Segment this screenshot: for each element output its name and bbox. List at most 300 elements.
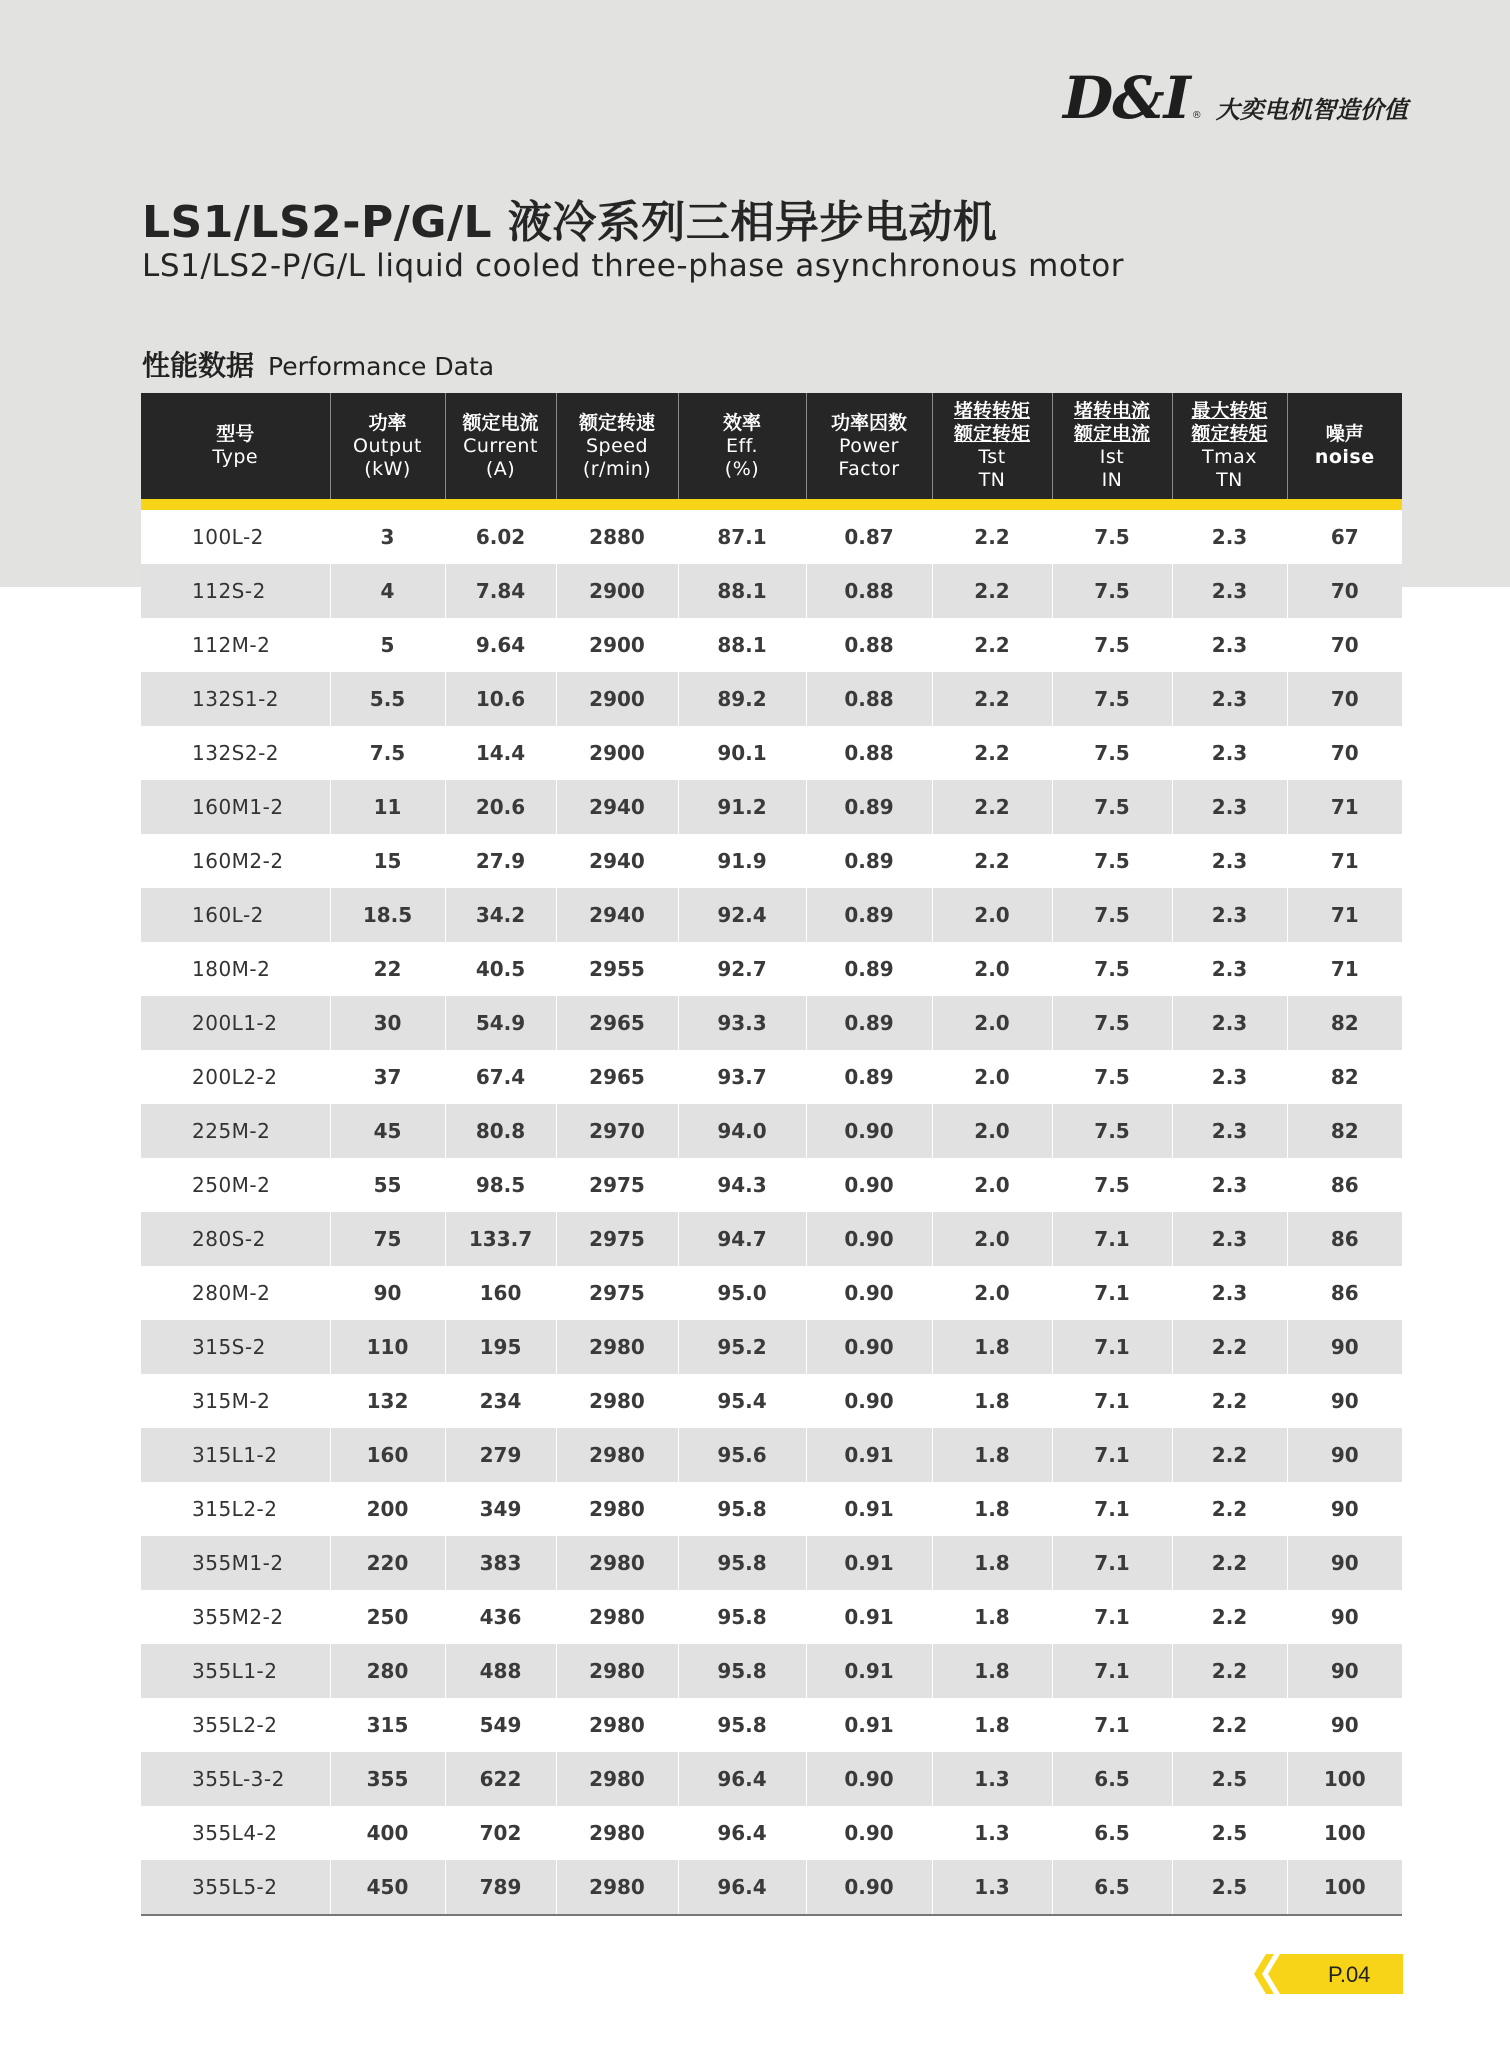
column-header [932,393,1052,499]
table-row [141,726,1402,780]
table-cell: 3 [330,510,445,564]
table-cell: 10.6 [445,672,556,726]
table-cell: 71 [1287,834,1402,888]
model-type-cell: 355L2-2 [141,1698,330,1752]
table-cell: 2.3 [1172,942,1287,996]
table-cell: 100 [1287,1752,1402,1806]
table-cell: 1.3 [932,1752,1052,1806]
table-cell: 2940 [556,834,678,888]
table-cell: 90 [1287,1482,1402,1536]
table-cell: 2.3 [1172,618,1287,672]
table-cell: 7.5 [1052,780,1172,834]
table-cell: 0.89 [806,942,932,996]
table-cell: 1.8 [932,1698,1052,1752]
table-cell: 14.4 [445,726,556,780]
model-type-cell: 355L5-2 [141,1860,330,1914]
table-cell: 90.1 [678,726,806,780]
column-header-cn: 额定电流 [1073,423,1150,445]
section-heading-en: Performance Data [268,352,495,381]
column-header-en: TN [978,469,1006,491]
column-header-en: Tmax [1201,446,1257,468]
table-cell: 280 [330,1644,445,1698]
table-cell: 7.5 [1052,834,1172,888]
table-cell: 132 [330,1374,445,1428]
table-cell: 2.3 [1172,1104,1287,1158]
table-cell: 195 [445,1320,556,1374]
table-cell: 7.1 [1052,1374,1172,1428]
table-cell: 86 [1287,1266,1402,1320]
table-cell: 5 [330,618,445,672]
table-cell: 20.6 [445,780,556,834]
table-cell: 6.5 [1052,1860,1172,1914]
table-cell: 95.8 [678,1482,806,1536]
table-cell: 2900 [556,672,678,726]
table-cell: 96.4 [678,1860,806,1914]
table-row [141,1374,1402,1428]
table-cell: 2.3 [1172,1212,1287,1266]
table-cell: 91.9 [678,834,806,888]
table-cell: 70 [1287,564,1402,618]
table-cell: 2.0 [932,1050,1052,1104]
column-header-en: (r/min) [582,457,652,480]
table-cell: 0.88 [806,564,932,618]
table-cell: 622 [445,1752,556,1806]
table-cell: 2.3 [1172,996,1287,1050]
model-type-cell: 315M-2 [141,1374,330,1428]
table-cell: 2.2 [1172,1536,1287,1590]
table-cell: 7.1 [1052,1644,1172,1698]
table-cell: 34.2 [445,888,556,942]
table-cell: 2975 [556,1266,678,1320]
table-row [141,672,1402,726]
table-row [141,1212,1402,1266]
section-heading [142,344,494,384]
table-cell: 2940 [556,780,678,834]
table-cell: 2980 [556,1860,678,1914]
table-cell: 40.5 [445,942,556,996]
table-cell: 95.2 [678,1320,806,1374]
table-cell: 94.7 [678,1212,806,1266]
table-cell: 0.91 [806,1428,932,1482]
table-cell: 1.8 [932,1644,1052,1698]
table-cell: 7.5 [1052,888,1172,942]
table-cell: 0.90 [806,1212,932,1266]
table-cell: 0.91 [806,1482,932,1536]
table-cell: 1.3 [932,1860,1052,1914]
column-header-en: Eff. [725,434,759,457]
table-cell: 92.7 [678,942,806,996]
table-cell: 82 [1287,1104,1402,1158]
table-cell: 0.90 [806,1158,932,1212]
model-type-cell: 280S-2 [141,1212,330,1266]
table-row [141,1482,1402,1536]
page-number: P.04 [1328,1962,1371,1987]
table-cell: 2900 [556,726,678,780]
table-cell: 0.90 [806,1104,932,1158]
table-cell: 488 [445,1644,556,1698]
model-type-cell: 132S2-2 [141,726,330,780]
table-cell: 2.3 [1172,888,1287,942]
table-cell: 71 [1287,888,1402,942]
table-cell: 71 [1287,780,1402,834]
table-row [141,996,1402,1050]
table-cell: 0.90 [806,1374,932,1428]
table-cell: 2900 [556,618,678,672]
table-cell: 2.3 [1172,834,1287,888]
table-cell: 220 [330,1536,445,1590]
table-cell: 2.3 [1172,510,1287,564]
table-cell: 2.2 [1172,1374,1287,1428]
table-cell: 22 [330,942,445,996]
column-header [678,393,806,499]
column-header-en: Current [463,434,538,457]
table-row [141,1590,1402,1644]
table-cell: 2980 [556,1428,678,1482]
table-cell: 0.90 [806,1752,932,1806]
table-cell: 2.2 [932,672,1052,726]
model-type-cell: 160M1-2 [141,780,330,834]
table-cell: 250 [330,1590,445,1644]
table-cell: 2980 [556,1644,678,1698]
table-cell: 11 [330,780,445,834]
table-row [141,1320,1402,1374]
table-cell: 90 [1287,1698,1402,1752]
column-header [1172,393,1287,499]
table-cell: 80.8 [445,1104,556,1158]
table-row [141,618,1402,672]
table-cell: 279 [445,1428,556,1482]
table-cell: 7.5 [1052,726,1172,780]
table-cell: 89.2 [678,672,806,726]
accent-divider [141,499,1402,510]
brand-logo [1063,64,1408,134]
table-bottom-rule [141,1914,1402,1916]
table-cell: 90 [1287,1536,1402,1590]
table-cell: 100 [1287,1860,1402,1914]
table-cell: 96.4 [678,1806,806,1860]
table-cell: 2.2 [1172,1590,1287,1644]
table-cell: 2.3 [1172,1050,1287,1104]
table-cell: 2.3 [1172,1158,1287,1212]
model-type-cell: 112S-2 [141,564,330,618]
column-header [806,393,932,499]
table-cell: 91.2 [678,780,806,834]
table-cell: 110 [330,1320,445,1374]
table-cell: 2.0 [932,1104,1052,1158]
model-type-cell: 132S1-2 [141,672,330,726]
column-header [1287,393,1402,499]
table-cell: 7.5 [1052,618,1172,672]
table-cell: 7.5 [1052,564,1172,618]
model-type-cell: 315L1-2 [141,1428,330,1482]
table-cell: 234 [445,1374,556,1428]
table-cell: 1.3 [932,1806,1052,1860]
section-heading-cn: 性能数据 [142,349,255,382]
table-cell: 90 [1287,1374,1402,1428]
table-cell: 96.4 [678,1752,806,1806]
column-header [1052,393,1172,499]
table-cell: 98.5 [445,1158,556,1212]
table-cell: 7.5 [1052,672,1172,726]
table-cell: 2.0 [932,996,1052,1050]
table-cell: 2.5 [1172,1752,1287,1806]
table-cell: 0.91 [806,1536,932,1590]
table-cell: 1.8 [932,1590,1052,1644]
table-cell: 1.8 [932,1320,1052,1374]
yellow-accent-bar [141,499,1402,510]
logo-slogan: 大奕电机智造价值 [1215,95,1408,124]
table-row [141,780,1402,834]
table-cell: 450 [330,1860,445,1914]
table-cell: 2.0 [932,888,1052,942]
table-cell: 2980 [556,1590,678,1644]
table-cell: 355 [330,1752,445,1806]
table-cell: 94.3 [678,1158,806,1212]
table-cell: 2.5 [1172,1860,1287,1914]
table-cell: 0.90 [806,1266,932,1320]
model-type-cell: 160L-2 [141,888,330,942]
table-row [141,510,1402,564]
table-cell: 0.89 [806,888,932,942]
column-header-cn: 型号 [216,423,255,445]
table-body [141,510,1402,1914]
table-cell: 37 [330,1050,445,1104]
column-header-cn: 噪声 [1325,423,1364,445]
column-header [556,393,678,499]
table-cell: 2.3 [1172,564,1287,618]
table-cell: 0.90 [806,1860,932,1914]
table-cell: 45 [330,1104,445,1158]
table-cell: 2.2 [1172,1482,1287,1536]
table-cell: 88.1 [678,564,806,618]
column-header-en: TN [1216,469,1243,491]
table-cell: 383 [445,1536,556,1590]
table-cell: 549 [445,1698,556,1752]
table-cell: 1.8 [932,1428,1052,1482]
model-type-cell: 112M-2 [141,618,330,672]
model-type-cell: 355L1-2 [141,1644,330,1698]
table-cell: 2980 [556,1698,678,1752]
table-cell: 2.0 [932,942,1052,996]
table-cell: 7.1 [1052,1482,1172,1536]
column-header-en: Ist [1099,446,1125,468]
model-type-cell: 315S-2 [141,1320,330,1374]
table-row [141,1266,1402,1320]
table-cell: 2980 [556,1806,678,1860]
column-header-en: noise [1314,446,1375,468]
page-number-tab [1252,1954,1403,1994]
table-cell: 54.9 [445,996,556,1050]
table-cell: 6.5 [1052,1806,1172,1860]
column-header [445,393,556,499]
table-cell: 2.2 [932,726,1052,780]
table-cell: 315 [330,1698,445,1752]
table-cell: 2940 [556,888,678,942]
table-cell: 2900 [556,564,678,618]
table-cell: 2.2 [932,564,1052,618]
column-header-en: Power [839,434,899,457]
table-cell: 2.0 [932,1266,1052,1320]
table-cell: 93.3 [678,996,806,1050]
table-row [141,1050,1402,1104]
page-subtitle: LS1/LS2-P/G/L liquid cooled three-phase asynchronous motor [142,248,1125,284]
column-header-en: Output [353,434,422,457]
table-cell: 789 [445,1860,556,1914]
column-header-cn: 最大转矩 [1191,400,1268,422]
table-cell: 93.7 [678,1050,806,1104]
table-cell: 0.87 [806,510,932,564]
model-type-cell: 355L4-2 [141,1806,330,1860]
table-cell: 70 [1287,726,1402,780]
table-cell: 0.88 [806,618,932,672]
table-cell: 82 [1287,996,1402,1050]
column-header [330,393,445,499]
table-cell: 2975 [556,1158,678,1212]
model-type-cell: 355M1-2 [141,1536,330,1590]
model-type-cell: 315L2-2 [141,1482,330,1536]
table-row [141,1104,1402,1158]
table-cell: 95.0 [678,1266,806,1320]
table-cell: 7.5 [1052,1158,1172,1212]
table-row [141,1536,1402,1590]
registered-mark: ® [1191,110,1202,121]
table-cell: 2980 [556,1752,678,1806]
table-cell: 95.6 [678,1428,806,1482]
table-cell: 4 [330,564,445,618]
table-cell: 0.89 [806,996,932,1050]
table-row [141,942,1402,996]
table-cell: 0.91 [806,1590,932,1644]
table-cell: 2980 [556,1536,678,1590]
table-cell: 95.4 [678,1374,806,1428]
table-cell: 95.8 [678,1644,806,1698]
table-cell: 7.1 [1052,1320,1172,1374]
table-cell: 2.2 [1172,1428,1287,1482]
column-header-en: Factor [838,457,900,480]
table-cell: 90 [1287,1590,1402,1644]
header-row [141,393,1402,499]
table-cell: 71 [1287,942,1402,996]
table-cell: 86 [1287,1212,1402,1266]
table-cell: 7.5 [1052,1104,1172,1158]
table-cell: 2.5 [1172,1806,1287,1860]
table-cell: 2980 [556,1482,678,1536]
table-cell: 90 [1287,1644,1402,1698]
table-row [141,1158,1402,1212]
column-header-cn: 堵转电流 [1073,400,1150,422]
table-cell: 67.4 [445,1050,556,1104]
table-cell: 90 [1287,1320,1402,1374]
table-cell: 7.1 [1052,1266,1172,1320]
table-cell: 0.90 [806,1806,932,1860]
column-header-en: (A) [485,457,516,480]
table-cell: 7.5 [1052,1050,1172,1104]
table-cell: 7.1 [1052,1698,1172,1752]
table-row [141,834,1402,888]
table-cell: 2965 [556,1050,678,1104]
table-cell: 7.1 [1052,1536,1172,1590]
table-cell: 2.3 [1172,672,1287,726]
table-cell: 349 [445,1482,556,1536]
column-header-en: IN [1101,469,1123,491]
column-header-cn: 额定电流 [462,411,539,434]
table-row [141,564,1402,618]
table-header [141,393,1402,499]
column-header-cn: 功率 [368,411,407,434]
table-cell: 2.2 [932,780,1052,834]
page-title: LS1/LS2-P/G/L 液冷系列三相异步电动机 [142,197,998,248]
table-cell: 1.8 [932,1536,1052,1590]
table-cell: 70 [1287,672,1402,726]
table-cell: 7.5 [1052,942,1172,996]
column-header-cn: 效率 [722,411,761,434]
table-cell: 7.5 [1052,510,1172,564]
table-cell: 2.3 [1172,1266,1287,1320]
column-header-cn: 堵转转矩 [953,400,1030,422]
table-row [141,1860,1402,1914]
table-cell: 0.91 [806,1698,932,1752]
column-header-en: Type [212,446,259,468]
table-cell: 0.88 [806,672,932,726]
table-cell: 2.2 [932,618,1052,672]
table-row [141,1806,1402,1860]
table-row [141,1752,1402,1806]
table-cell: 160 [330,1428,445,1482]
table-cell: 6.5 [1052,1752,1172,1806]
model-type-cell: 355L-3-2 [141,1752,330,1806]
table-cell: 88.1 [678,618,806,672]
table-cell: 2980 [556,1374,678,1428]
table-cell: 1.8 [932,1374,1052,1428]
table-cell: 2980 [556,1320,678,1374]
table-cell: 200 [330,1482,445,1536]
table-cell: 67 [1287,510,1402,564]
table-cell: 30 [330,996,445,1050]
table-cell: 400 [330,1806,445,1860]
table-cell: 1.8 [932,1482,1052,1536]
table-cell: 0.91 [806,1644,932,1698]
table-row [141,1428,1402,1482]
table-cell: 2.2 [932,510,1052,564]
model-type-cell: 280M-2 [141,1266,330,1320]
table-cell: 133.7 [445,1212,556,1266]
table-cell: 100 [1287,1806,1402,1860]
table-cell: 7.5 [330,726,445,780]
table-cell: 7.5 [1052,996,1172,1050]
table-cell: 2.3 [1172,780,1287,834]
table-cell: 90 [1287,1428,1402,1482]
column-header-en: Speed [585,434,649,457]
table-cell: 55 [330,1158,445,1212]
column-header-cn: 功率因数 [830,411,907,434]
table-cell: 7.1 [1052,1428,1172,1482]
table-cell: 2.2 [1172,1320,1287,1374]
table-cell: 70 [1287,618,1402,672]
table-cell: 0.90 [806,1320,932,1374]
table-cell: 7.1 [1052,1590,1172,1644]
table-cell: 0.89 [806,834,932,888]
table-row [141,888,1402,942]
table-cell: 2.2 [1172,1644,1287,1698]
model-type-cell: 250M-2 [141,1158,330,1212]
table-cell: 94.0 [678,1104,806,1158]
model-type-cell: 200L2-2 [141,1050,330,1104]
model-type-cell: 200L1-2 [141,996,330,1050]
column-header-cn: 额定转速 [578,411,655,434]
table-cell: 95.8 [678,1536,806,1590]
table-cell: 27.9 [445,834,556,888]
performance-table [141,393,1402,1916]
